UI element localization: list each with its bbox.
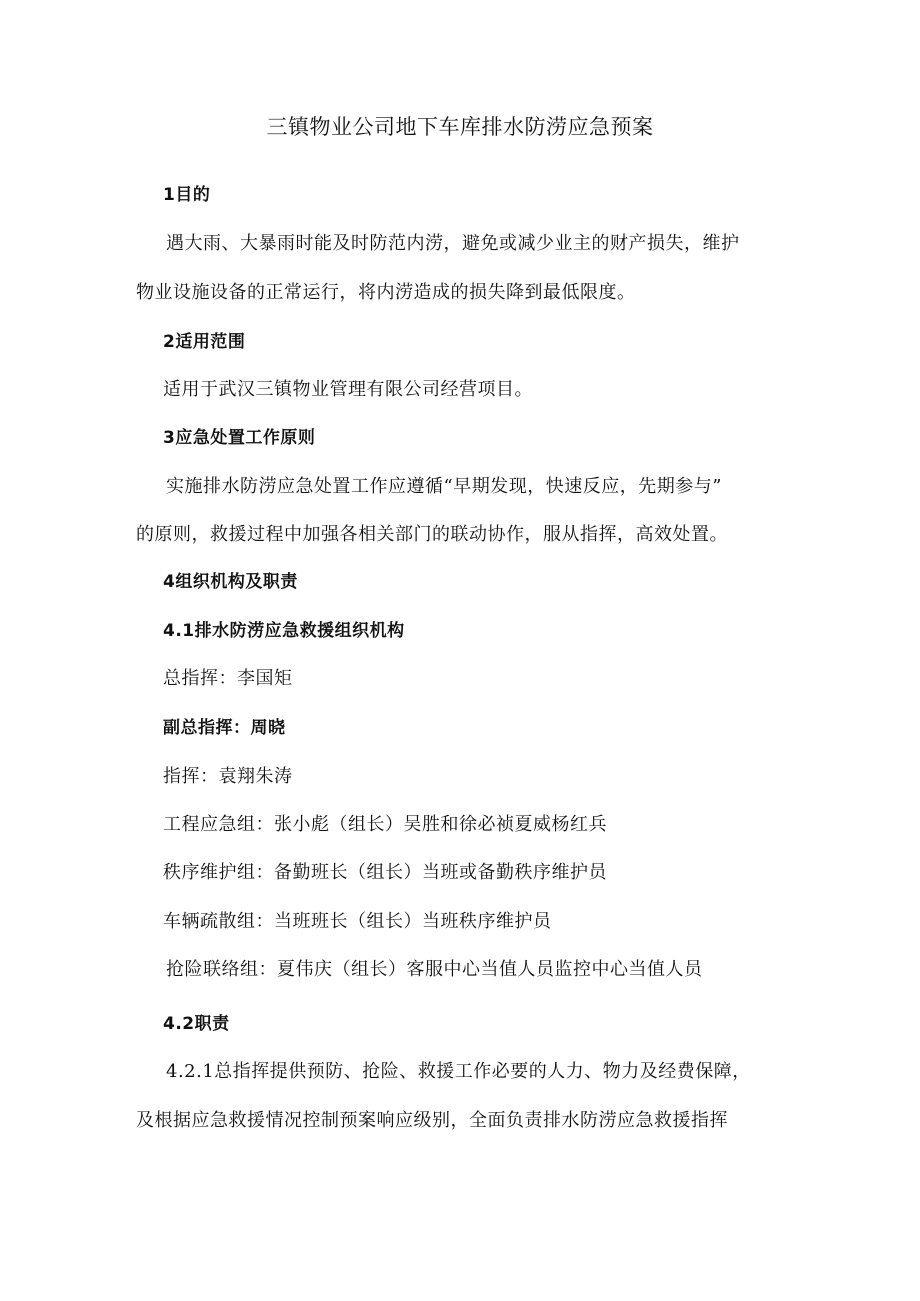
duty-paragraph-line-2: 及根据应急救援情况控制预案响应级别，全面负责排水防涝应急救援指挥: [136, 1110, 728, 1131]
evacuation-team-line: 车辆疏散组：当班班长（组长）当班秩序维护员: [163, 911, 552, 932]
director-line: 指挥：袁翔朱涛: [163, 766, 293, 787]
section-2-heading: 2适用范围: [163, 332, 246, 352]
section-4-1-heading: 4.1排水防涝应急救援组织机构: [163, 621, 405, 641]
section-1-paragraph-line-1: 遇大雨、大暴雨时能及时防范内涝，避免或减少业主的财产损失，维护: [166, 233, 740, 254]
section-3-paragraph-line-1: 实施排水防涝应急处置工作应遵循“早期发现，快速反应，先期参与”: [166, 476, 722, 497]
section-3-heading: 3应急处置工作原则: [163, 428, 316, 448]
order-team-line: 秩序维护组：备勤班长（组长）当班或备勤秩序维护员: [163, 862, 607, 883]
duty-paragraph-line-1: 4.2.1总指挥提供预防、抢险、救援工作必要的人力、物力及经费保障，: [166, 1061, 751, 1082]
engineering-team-line: 工程应急组：张小彪（组长）吴胜和徐必祯夏威杨红兵: [163, 814, 607, 835]
section-2-paragraph: 适用于武汉三镇物业管理有限公司经营项目。: [163, 379, 533, 400]
section-4-heading: 4组织机构及职责: [163, 572, 298, 592]
commander-line: 总指挥：李国矩: [163, 668, 293, 689]
section-1-heading: 1目的: [163, 185, 211, 205]
section-3-paragraph-line-2: 的原则，救援过程中加强各相关部门的联动协作，服从指挥，高效处置。: [136, 524, 728, 545]
section-4-2-heading: 4.2职责: [163, 1014, 230, 1034]
deputy-commander-line: 副总指挥：周晓: [163, 718, 286, 738]
section-1-paragraph-line-2: 物业设施设备的正常运行，将内涝造成的损失降到最低限度。: [136, 282, 636, 303]
liaison-team-line: 抢险联络组：夏伟庆（组长）客服中心当值人员监控中心当值人员: [166, 959, 703, 980]
document-title: 三镇物业公司地下车库排水防涝应急预案: [266, 115, 654, 139]
